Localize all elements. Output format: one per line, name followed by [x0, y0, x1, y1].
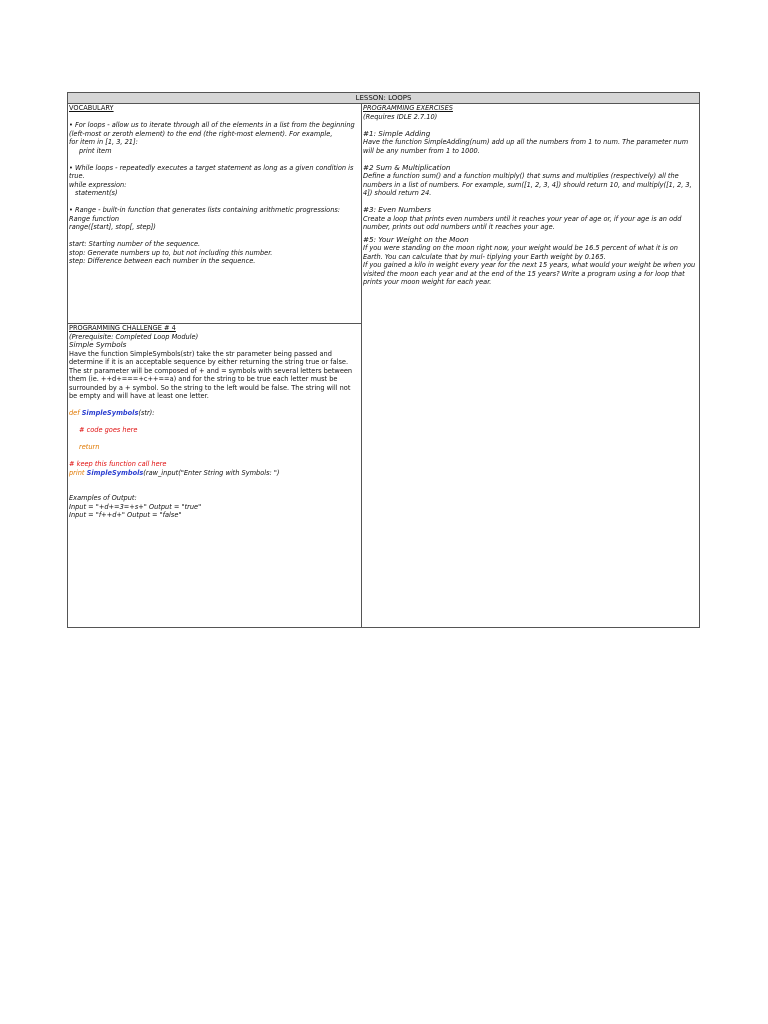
exercise-2-text: Define a function sum() and a function multiply() that sums and multiplies (respectively) all the numbers in a list of numbers. For example, sum([1, 2, 3, 4]) should return 10, and multiply([1, 2, 3, 4]) should return 24.	[363, 172, 692, 197]
range-code-line-2: range([start], stop[, step])	[69, 223, 156, 231]
exercises-cell	[363, 104, 697, 404]
column-divider	[361, 103, 362, 627]
exercise-1-text: Have the function SimpleAdding(num) add up all the numbers from 1 to num. The parameter num will be any number from 1 to 1000.	[363, 138, 689, 155]
code-comment: # code goes here	[79, 426, 138, 434]
for-loops-definition: • For loops - allow us to iterate through all of the elements in a list from the beginning (left-most or zeroth element) to the end (the right-most element). For example,	[69, 121, 355, 138]
range-definition: • Range - built-in function that generates lists containing arithmetic progressions:	[69, 206, 341, 214]
range-step-note: step: Difference between each number in the sequence.	[69, 257, 256, 265]
exercise-3-text: Create a loop that prints even numbers until it reaches your year of age or, if your age is an odd number, prints out odd numbers until it reaches your age.	[363, 214, 682, 231]
code-return: return	[79, 443, 100, 451]
exercises-heading: PROGRAMMING EXERCISES	[363, 104, 453, 112]
exercise-2-title: #2 Sum & Multiplication	[363, 162, 451, 172]
examples-heading: Examples of Output:	[69, 494, 137, 502]
exercise-1-title: #1: Simple Adding	[363, 128, 431, 138]
code-keep-comment: # keep this function call here	[69, 460, 167, 468]
for-code-line-1: for item in [1, 3, 21]:	[69, 138, 138, 146]
exercise-5-text-1: If you were standing on the moon right now, your weight would be 16.5 percent of what it is on Earth. You can calculate that by mul- tiplying your Earth weight by 0.165.	[363, 244, 678, 261]
vocabulary-heading: VOCABULARY	[69, 104, 114, 112]
lesson-table	[67, 92, 700, 628]
example-2: Input = "f++d+" Output = "false"	[69, 511, 182, 519]
challenge-description: Have the function SimpleSymbols(str) take the str parameter being passed and determine if it is an acceptable sequence by either returning the string true or false. The str parameter will be composed of + and = symbols with several letters between them (ie. ++d+===+c++==a) and for the string to be true each letter must be surrounded by a + symbol. So the string to the left would be false. The string will not be empty and will have at least one letter.	[69, 349, 353, 400]
range-start-note: start: Starting number of the sequence.	[69, 240, 201, 248]
challenge-cell	[69, 324, 359, 627]
lesson-title: LESSON: LOOPS	[68, 93, 699, 104]
code-function-call-name: SimpleSymbols	[86, 468, 144, 477]
code-function-name: SimpleSymbols	[81, 409, 139, 417]
exercise-5-title: #5: Your Weight on the Moon	[363, 234, 469, 244]
challenge-heading: PROGRAMMING CHALLENGE # 4	[69, 324, 176, 332]
exercise-3-title: #3: Even Numbers	[363, 205, 431, 214]
while-code-line-2: statement(s)	[75, 189, 118, 197]
range-code-line-1: Range function	[69, 214, 120, 223]
while-code-line-1: while expression:	[69, 180, 127, 189]
code-print-keyword: print	[69, 468, 85, 477]
while-loops-definition: • While loops - repeatedly executes a target statement as long as a given condition is true.	[69, 163, 354, 180]
exercise-5-text-2: If you gained a kilo in weight every year for the next 15 years, what would your weight be when you visited the moon each year and at the end of the 15 years? Write a program using a for loop that prints your moon weight for each year.	[363, 261, 696, 286]
challenge-subtitle: Simple Symbols	[69, 340, 127, 349]
code-call-args: (raw_input("Enter String with Symbols: ")	[143, 468, 280, 477]
for-code-line-2: print item	[79, 146, 112, 155]
code-args: (str):	[138, 409, 155, 417]
code-print-line	[69, 469, 359, 478]
vocabulary-cell	[69, 104, 359, 322]
range-stop-note: stop: Generate numbers up to, but not including this number.	[69, 248, 273, 257]
code-def-keyword: def	[69, 409, 80, 417]
exercises-requirement: (Requires IDLE 2.7.10)	[363, 112, 438, 121]
code-def-line	[69, 409, 359, 418]
example-1: Input = "+d+=3=+s+" Output = "true"	[69, 502, 202, 511]
challenge-prerequisite: (Prerequisite: Completed Loop Module)	[69, 332, 199, 341]
